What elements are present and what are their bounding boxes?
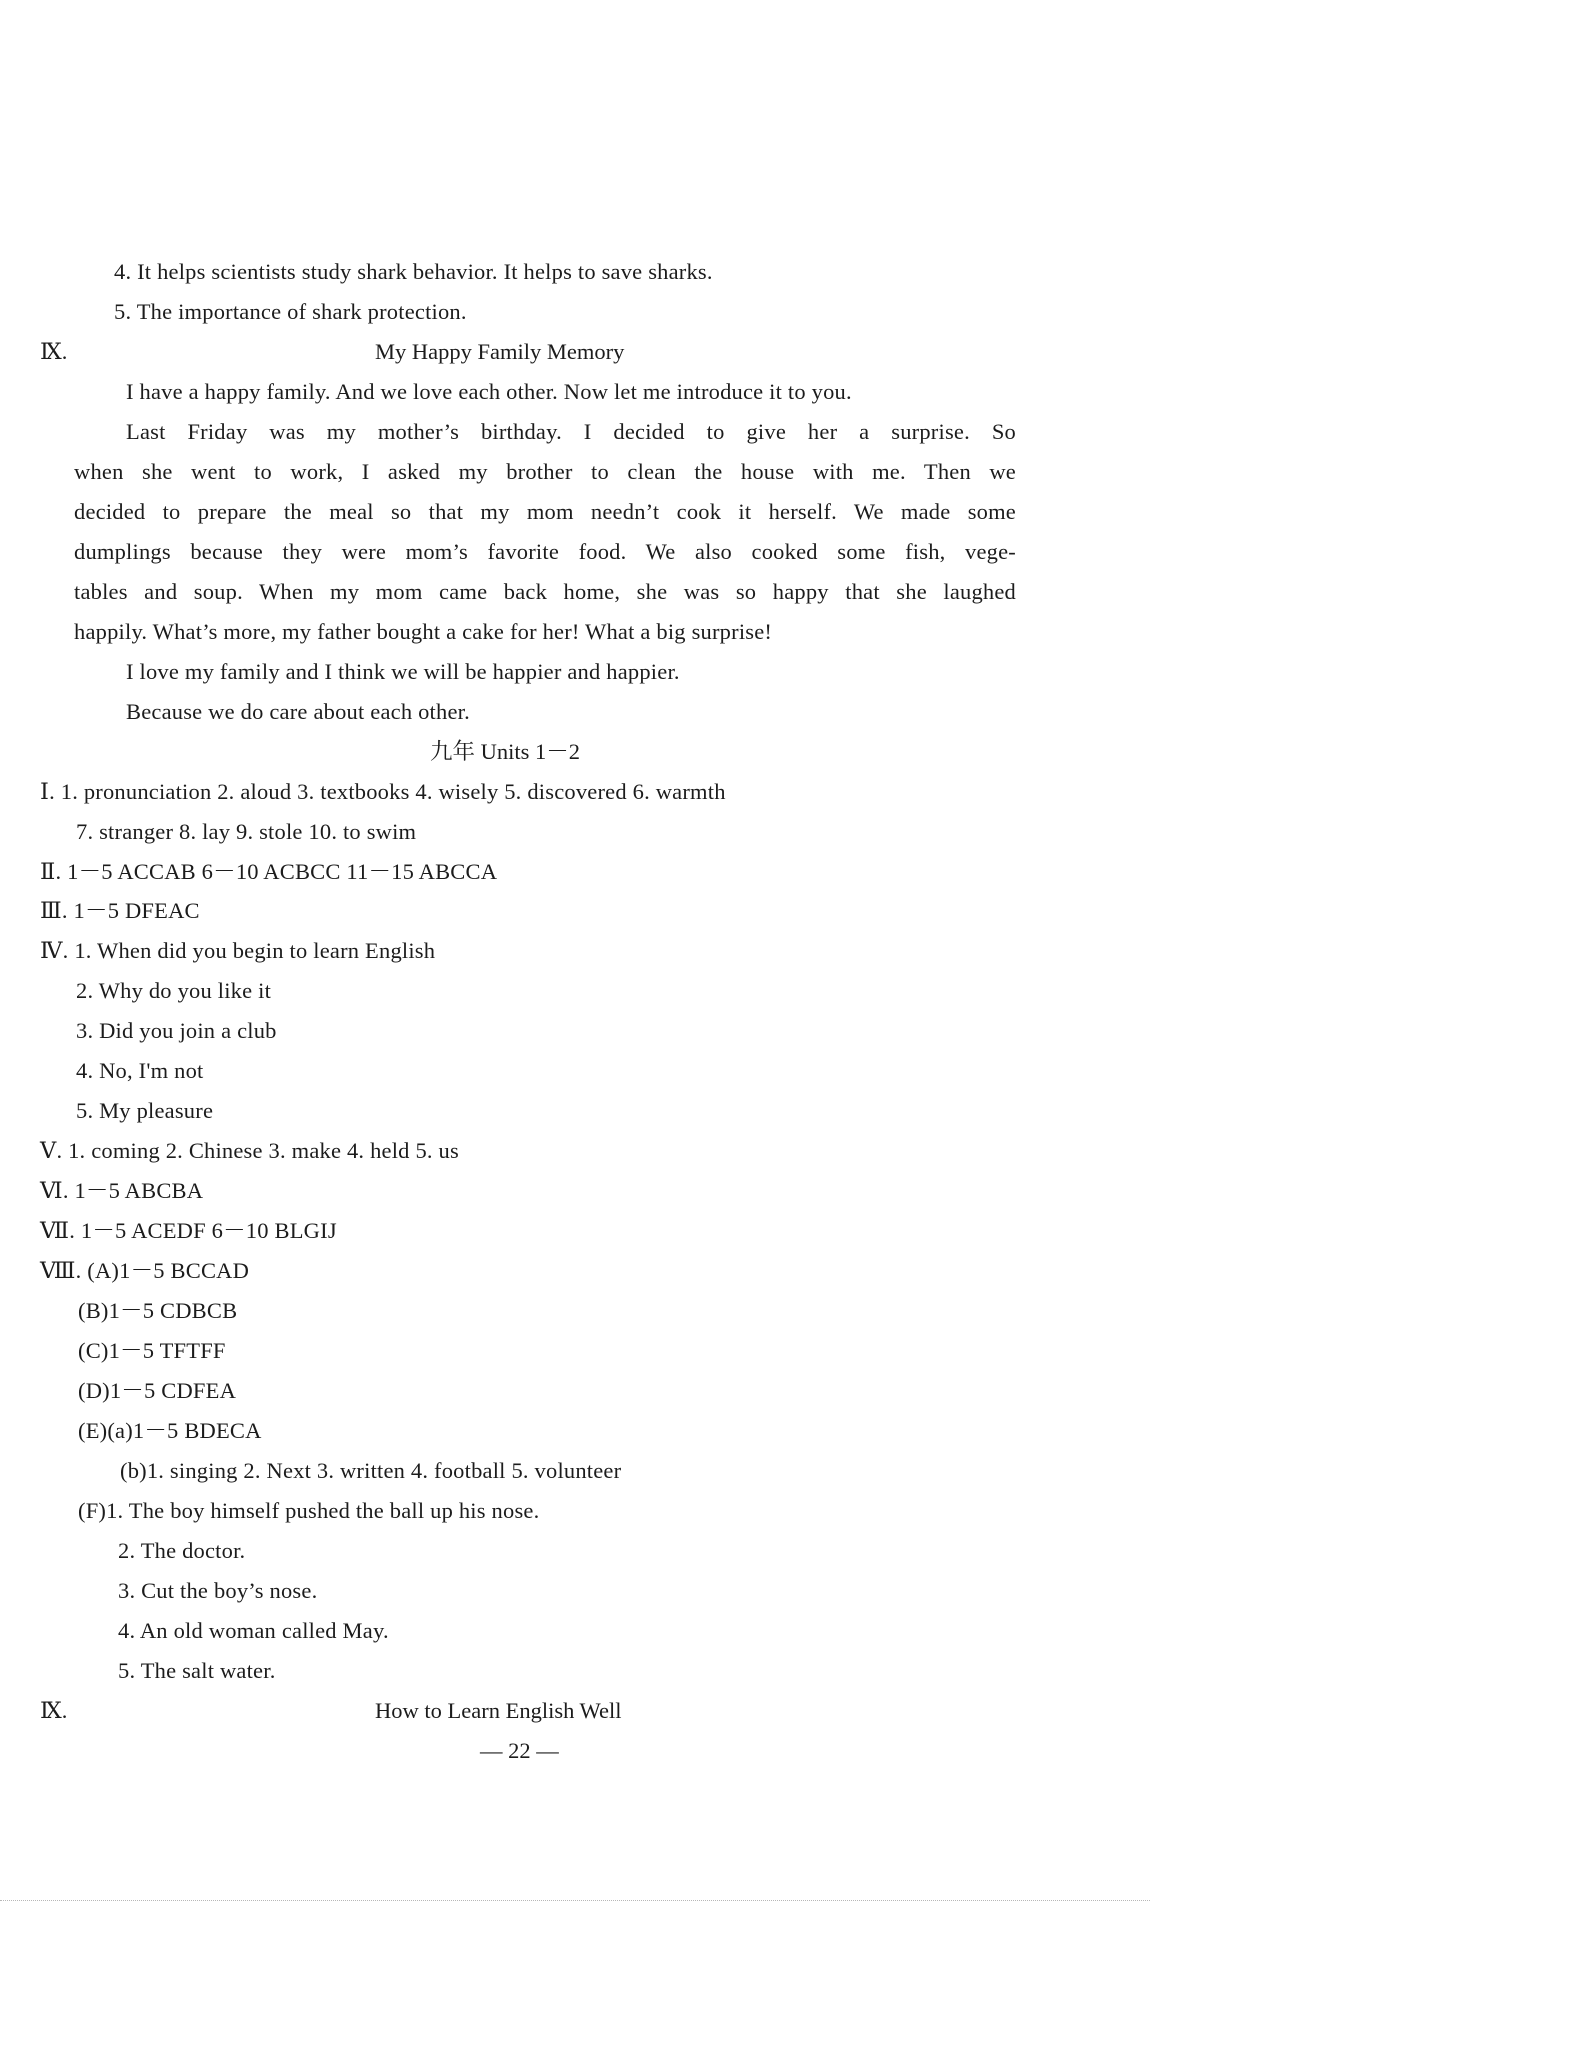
answer-line: 4. An old woman called May. bbox=[118, 1618, 389, 1643]
answer-line: Ⅰ. 1. pronunciation 2. aloud 3. textbooks 4. wisely 5. discovered 6. warmth bbox=[40, 779, 726, 804]
essay-line: Last Friday was my mother’s birthday. I decided to give her a surprise. So bbox=[126, 419, 1016, 444]
answer-line: 5. The salt water. bbox=[118, 1658, 276, 1683]
essay-line: tables and soup. When my mom came back home, she was so happy that she laughed bbox=[74, 579, 1016, 604]
essay-title: How to Learn English Well bbox=[375, 1698, 622, 1723]
essay-line: happily. What’s more, my father bought a cake for her! What a big surprise! bbox=[74, 619, 773, 644]
section-numeral: Ⅸ. bbox=[40, 339, 68, 364]
unit-heading: 九年 Units 1－2 bbox=[430, 739, 581, 764]
essay-line: I have a happy family. And we love each other. Now let me introduce it to you. bbox=[126, 379, 852, 404]
essay-line: Because we do care about each other. bbox=[126, 699, 470, 724]
answer-line: 3. Did you join a club bbox=[76, 1018, 277, 1043]
answer-line: 2. The doctor. bbox=[118, 1538, 246, 1563]
answer-line: Ⅳ. 1. When did you begin to learn English bbox=[40, 938, 436, 963]
answer-line: (C)1－5 TFTFF bbox=[78, 1338, 226, 1363]
essay-line: I love my family and I think we will be happier and happier. bbox=[126, 659, 680, 684]
answer-line: (b)1. singing 2. Next 3. written 4. football 5. volunteer bbox=[120, 1458, 622, 1483]
essay-line: decided to prepare the meal so that my mom needn’t cook it herself. We made some bbox=[74, 499, 1016, 524]
answer-line: (D)1－5 CDFEA bbox=[78, 1378, 237, 1403]
answer-line: (B)1－5 CDBCB bbox=[78, 1298, 238, 1323]
essay-line: when she went to work, I asked my brother to clean the house with me. Then we bbox=[74, 459, 1016, 484]
answer-line: (E)(a)1－5 BDECA bbox=[78, 1418, 262, 1443]
page-number: — 22 — bbox=[480, 1738, 559, 1763]
answer-line: 5. The importance of shark protection. bbox=[114, 299, 467, 324]
answer-line: Ⅵ. 1－5 ABCBA bbox=[40, 1178, 204, 1203]
answer-line: 7. stranger 8. lay 9. stole 10. to swim bbox=[76, 819, 417, 844]
answer-line: Ⅱ. 1－5 ACCAB 6－10 ACBCC 11－15 ABCCA bbox=[40, 859, 498, 884]
answer-line: 2. Why do you like it bbox=[76, 978, 272, 1003]
essay-title: My Happy Family Memory bbox=[375, 339, 625, 364]
answer-line: Ⅶ. 1－5 ACEDF 6－10 BLGIJ bbox=[40, 1218, 337, 1243]
answer-line: 3. Cut the boy’s nose. bbox=[118, 1578, 318, 1603]
answer-line: (F)1. The boy himself pushed the ball up his nose. bbox=[78, 1498, 540, 1523]
essay-line: dumplings because they were mom’s favorite food. We also cooked some fish, vege- bbox=[74, 539, 1016, 564]
scan-edge-line bbox=[0, 1900, 1150, 1901]
section-numeral: Ⅸ. bbox=[40, 1698, 68, 1723]
answer-line: 4. No, I'm not bbox=[76, 1058, 204, 1083]
answer-line: 5. My pleasure bbox=[76, 1098, 214, 1123]
answer-line: Ⅴ. 1. coming 2. Chinese 3. make 4. held 5. us bbox=[40, 1138, 459, 1163]
answer-line: 4. It helps scientists study shark behavior. It helps to save sharks. bbox=[114, 259, 713, 284]
answer-line: Ⅲ. 1－5 DFEAC bbox=[40, 898, 200, 923]
answer-line: Ⅷ. (A)1－5 BCCAD bbox=[40, 1258, 250, 1283]
